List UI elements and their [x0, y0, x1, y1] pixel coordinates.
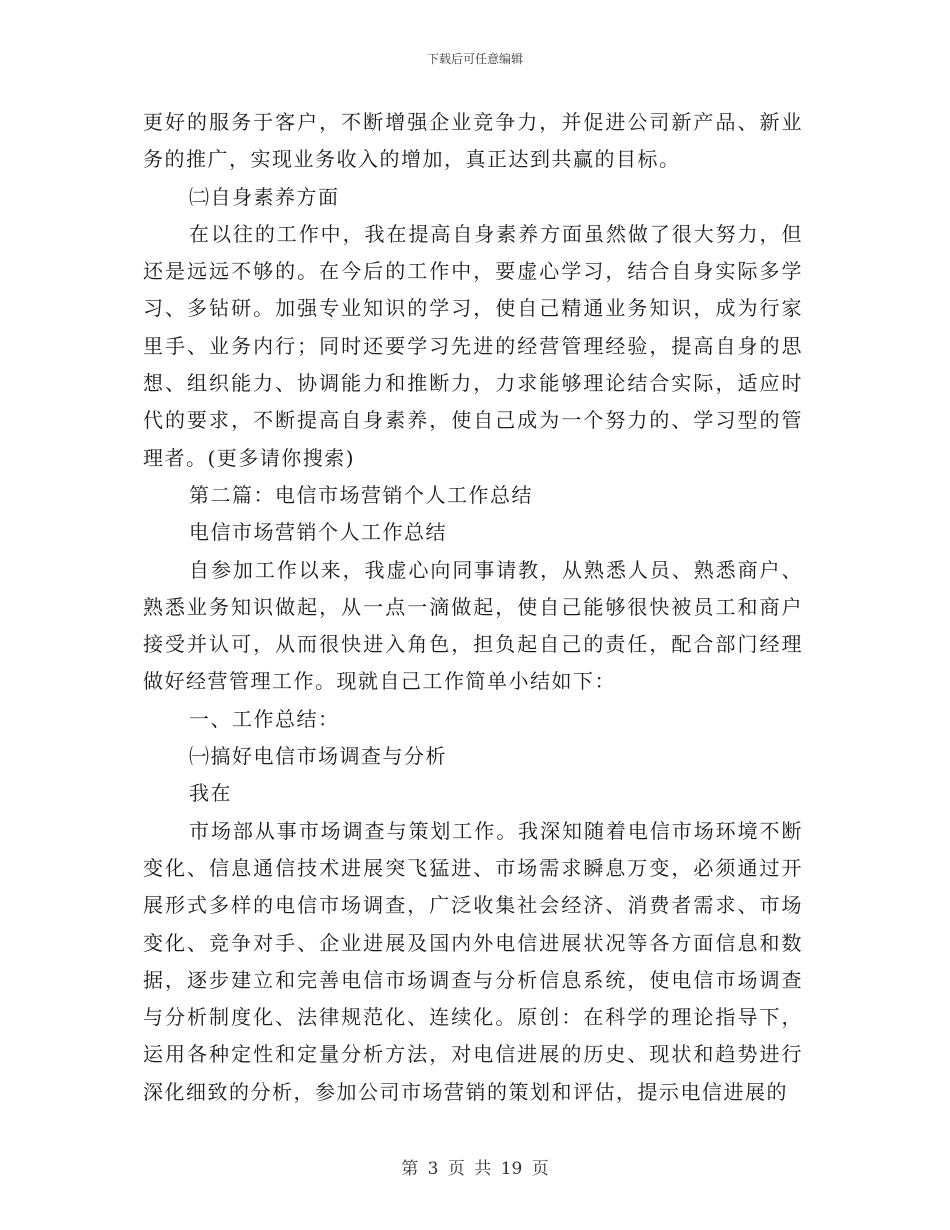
document-body — [143, 104, 803, 1111]
section-heading: ㈡自身素养方面 — [189, 184, 340, 209]
section-heading: 一、工作总结： — [189, 706, 340, 731]
paragraph: 自参加工作以来，我虚心向同事请教，从熟悉人员、熟悉商户、熟悉业务知识做起，从一点一滴做起，使自己能够很快被员工和商户接受并认可，从而很快进入角色，担负起自己的责任，配合部门经理做好经营管理工作。现就自己工作简单小结如下： — [143, 557, 803, 694]
paragraph: 市场部从事市场调查与策划工作。我深知随着电信市场环境不断变化、信息通信技术进展突飞猛进、市场需求瞬息万变，必须通过开展形式多样的电信市场调查，广泛收集社会经济、消费者需求、市场变化、竞争对手、企业进展及国内外电信进展状况等各方面信息和数据，逐步建立和完善电信市场调查与分析信息系统，使电信市场调查与分析制度化、法律规范化、连续化。原创：在科学的理论指导下，运用各种定性和定量分析方法，对电信进展的历史、现状和趋势进行深化细致的分析，参加公司市场营销的策划和评估，提示电信进展的 — [143, 818, 803, 1104]
article-title: 电信市场营销个人工作总结 — [189, 520, 447, 545]
page-number: 第 3 页 共 19 页 — [401, 1159, 549, 1179]
chapter-heading: 第二篇：电信市场营销个人工作总结 — [189, 482, 533, 507]
paragraph: 在以往的工作中，我在提高自身素养方面虽然做了很大努力，但还是远远不够的。在今后的工作中，要虚心学习，结合自身实际多学习、多钻研。加强专业知识的学习，使自己精通业务知识，成为行家里手、业务内行；同时还要学习先进的经营管理经验，提高自身的思想、组织能力、协调能力和推断力，力求能够理论结合实际，适应时代的要求，不断提高自身素养，使自己成为一个努力的、学习型的管理者。(更多请你搜索) — [143, 221, 803, 470]
page-header: 下载后可任意编辑 — [426, 52, 523, 66]
paragraph: 更好的服务于客户，不断增强企业竞争力，并促进公司新产品、新业务的推广，实现业务收入的增加，真正达到共赢的目标。 — [143, 110, 803, 172]
paragraph: 我在 — [189, 781, 232, 806]
subsection-heading: ㈠搞好电信市场调查与分析 — [189, 744, 447, 769]
